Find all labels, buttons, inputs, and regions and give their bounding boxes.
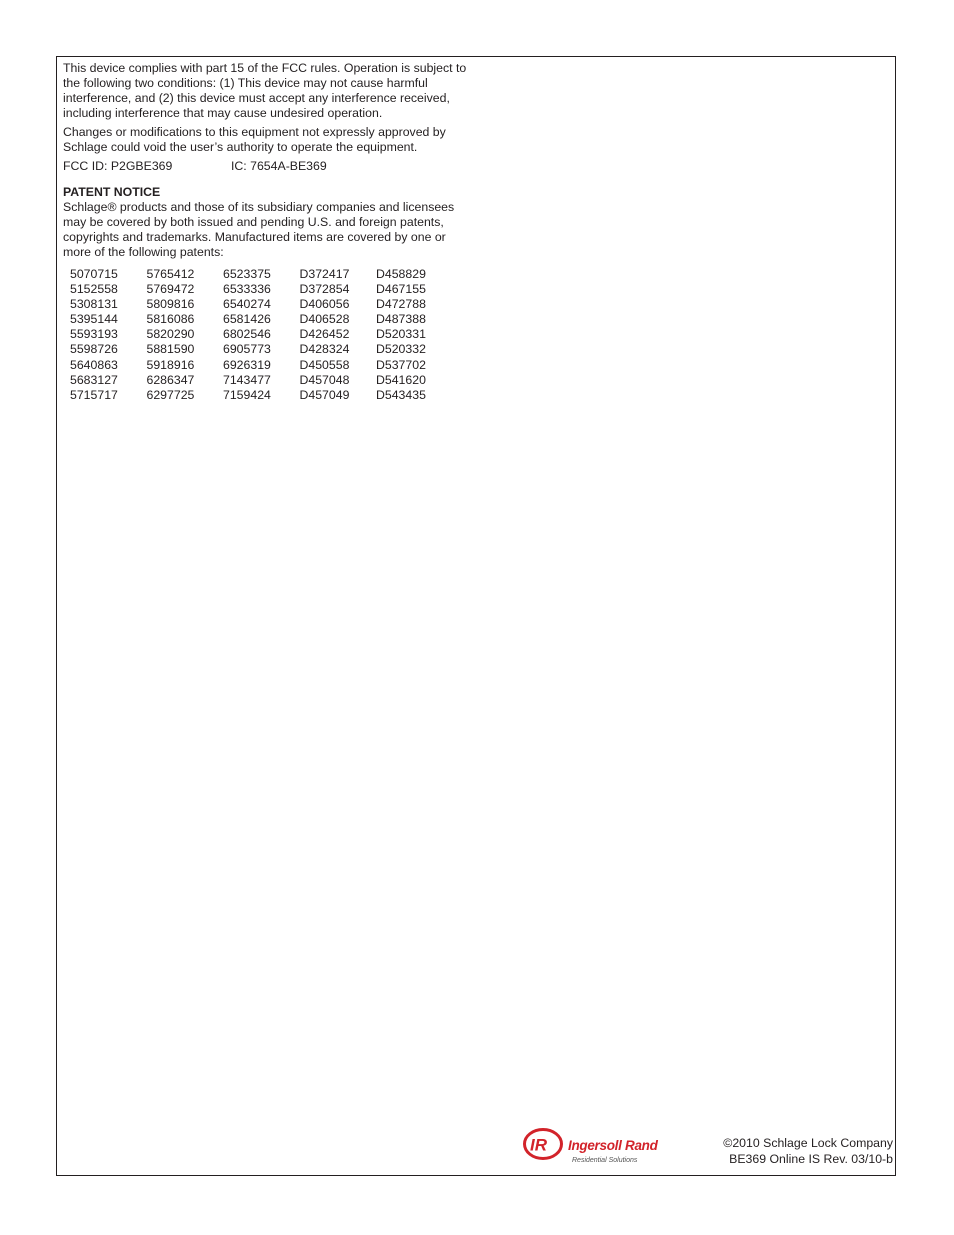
logo-mark: IR: [530, 1135, 547, 1155]
patent-number: D406528: [299, 312, 350, 327]
patent-number: 6286347: [146, 372, 195, 387]
patent-number: 5070715: [70, 267, 118, 281]
revision-code: BE369 Online IS Rev. 03/10-b: [729, 1151, 893, 1166]
patent-number: 5816086: [146, 312, 195, 327]
patent-number: 5820290: [146, 327, 195, 342]
patent-number: 6540274: [223, 297, 271, 312]
patent-notice-text: Schlage® products and those of its subsidiary companies and licensees may be covered by both issued and pending U.S. and foreign patents, copyrights and trademarks. Manufactured items are covered by one or more of the following patents:: [63, 200, 455, 259]
patent-number: 7159424: [223, 387, 271, 402]
footer: [723, 1136, 893, 1167]
regulatory-ids: [63, 159, 468, 174]
patent-number: D450558: [299, 357, 350, 372]
compliance-text-block: [63, 61, 468, 264]
copyright: ©2010 Schlage Lock Company: [723, 1136, 893, 1150]
patent-number: D520331: [376, 327, 426, 342]
patent-number: D458829: [376, 267, 426, 281]
patent-number: 6523375: [223, 267, 271, 281]
patent-number: 5152558: [70, 282, 118, 297]
patent-number: D457048: [299, 372, 350, 387]
patent-column: [223, 267, 300, 403]
patent-number: D406056: [299, 297, 350, 312]
patent-number: D372854: [299, 282, 350, 297]
patent-number: 6802546: [223, 327, 271, 342]
logo-tagline: Residential Solutions: [572, 1157, 638, 1164]
fcc-changes-warning: Changes or modifications to this equipment not expressly approved by Schlage could void the user’s authority to operate the equipment.: [63, 125, 446, 154]
patent-number: 6533336: [223, 282, 271, 297]
patent-notice-heading: PATENT NOTICE: [63, 185, 161, 199]
patent-number: D541620: [376, 372, 426, 387]
patent-number: D537702: [376, 357, 426, 372]
patent-number: D472788: [376, 297, 426, 312]
patent-number: 6581426: [223, 312, 271, 327]
patent-column: [376, 267, 453, 403]
patent-number: 5683127: [70, 372, 118, 387]
ingersoll-rand-logo: [523, 1127, 673, 1165]
patent-number: D428324: [299, 342, 350, 357]
fcc-statement: This device complies with part 15 of the FCC rules. Operation is subject to the following two conditions: (1) This device may not cause harmful interference, and (2) this device must accept any interference received, including interference that may cause undesired operation.: [63, 61, 467, 120]
patent-number: 5918916: [146, 357, 195, 372]
patent-column: [70, 267, 147, 403]
patent-number: 5809816: [146, 297, 195, 312]
patent-number: D487388: [376, 312, 426, 327]
patent-number: 5881590: [146, 342, 195, 357]
patent-list: [70, 267, 453, 403]
patent-number: 5715717: [70, 387, 118, 402]
patent-column: [147, 267, 224, 403]
patent-number: 5598726: [70, 342, 118, 357]
patent-number: D372417: [299, 267, 350, 281]
patent-column: [300, 267, 377, 403]
patent-number: 5769472: [146, 282, 195, 297]
patent-number: D457049: [299, 387, 350, 402]
patent-number: 5765412: [146, 267, 195, 281]
patent-number: 6926319: [223, 357, 271, 372]
fcc-id: FCC ID: P2GBE369: [63, 159, 173, 173]
patent-number: 7143477: [223, 372, 271, 387]
patent-number: D520332: [376, 342, 426, 357]
patent-number: 5308131: [70, 297, 118, 312]
patent-number: 6297725: [146, 387, 195, 402]
patent-number: 5640863: [70, 357, 118, 372]
patent-number: D467155: [376, 282, 426, 297]
logo-wordmark: Ingersoll Rand: [568, 1138, 658, 1153]
patent-number: 5593193: [70, 327, 118, 342]
patent-number: 5395144: [70, 312, 118, 327]
patent-number: D543435: [376, 387, 426, 402]
ic-id: IC: 7654A-BE369: [231, 159, 327, 173]
patent-number: D426452: [299, 327, 350, 342]
patent-number: 6905773: [223, 342, 271, 357]
